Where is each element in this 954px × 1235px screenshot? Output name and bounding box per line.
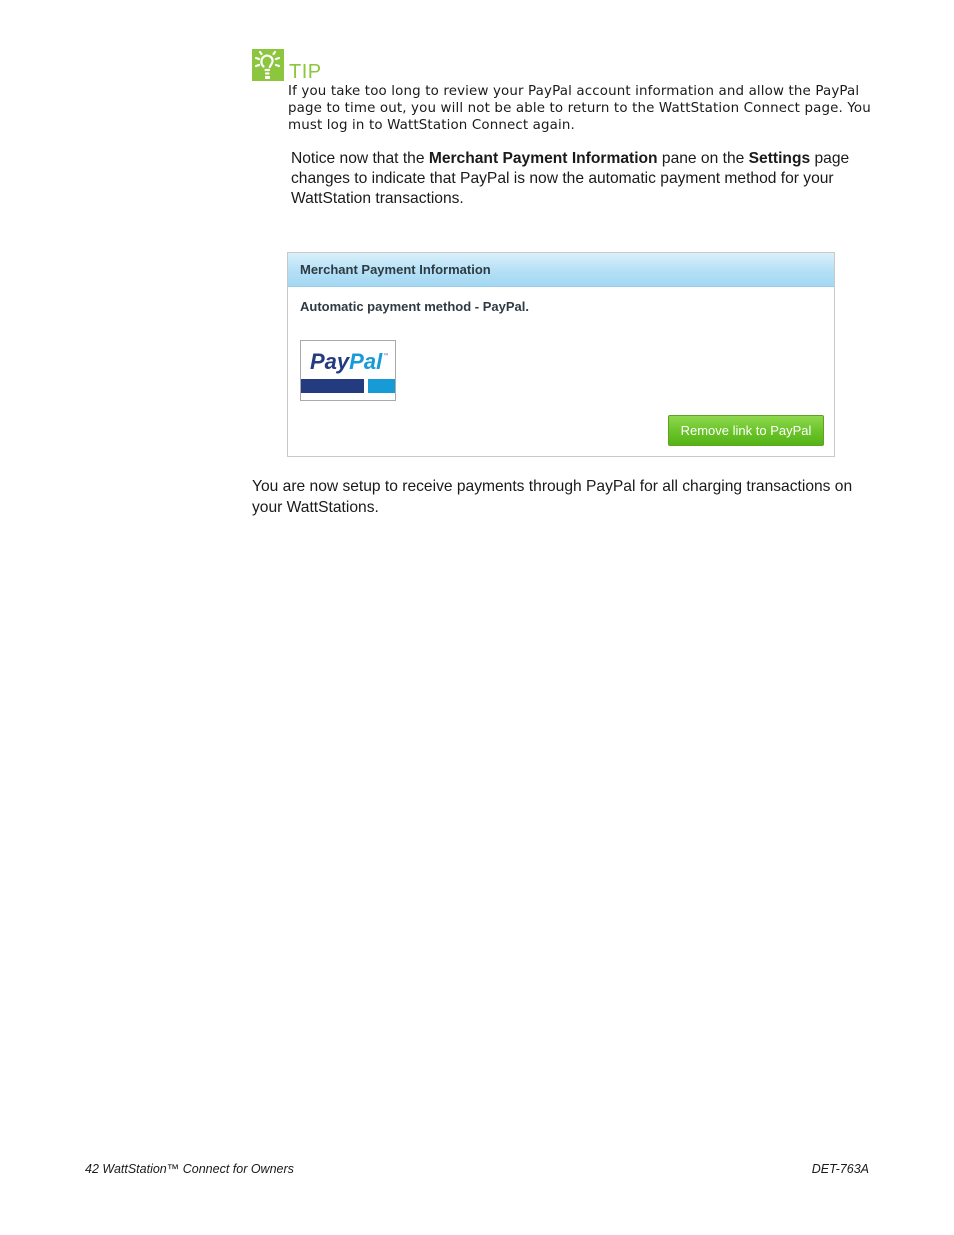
- footer-doc-id: DET-763A: [811, 1162, 869, 1176]
- merchant-payment-panel: [287, 252, 835, 457]
- paypal-logo-tm: ™: [383, 353, 389, 360]
- notice-text-2: pane on the: [657, 150, 749, 167]
- notice-text-1: Notice now that the: [291, 150, 429, 167]
- payment-method-label: Automatic payment method - PayPal.: [300, 299, 529, 314]
- notice-bold-pane: Merchant Payment Information: [428, 150, 658, 167]
- notice-bold-settings: Settings: [748, 150, 811, 167]
- notice-paragraph: [291, 149, 881, 209]
- tip-text: If you take too long to review your PayPal account information and allow the PayPal page to time out, you will not be able to return to the WattStation Connect page. You must log in to WattStation Connect again.: [288, 84, 871, 133]
- footer-page-title: 42 WattStation™ Connect for Owners: [85, 1162, 294, 1176]
- paypal-logo-pay: Pay: [310, 349, 350, 374]
- notice-text-3: page changes to indicate that PayPal is now the automatic payment method for your WattStation transactions.: [291, 150, 850, 207]
- paypal-logo: [300, 340, 396, 401]
- lightbulb-icon: [252, 49, 284, 81]
- closing-paragraph: You are now setup to receive payments through PayPal for all charging transactions on your WattStations.: [252, 478, 853, 516]
- svg-text:PayPal: [310, 349, 383, 374]
- remove-paypal-link-button[interactable]: Remove link to PayPal: [668, 415, 824, 446]
- panel-header: Merchant Payment Information: [288, 253, 834, 287]
- tip-title: TIP: [289, 61, 322, 83]
- paypal-logo-pal: Pal: [349, 349, 383, 374]
